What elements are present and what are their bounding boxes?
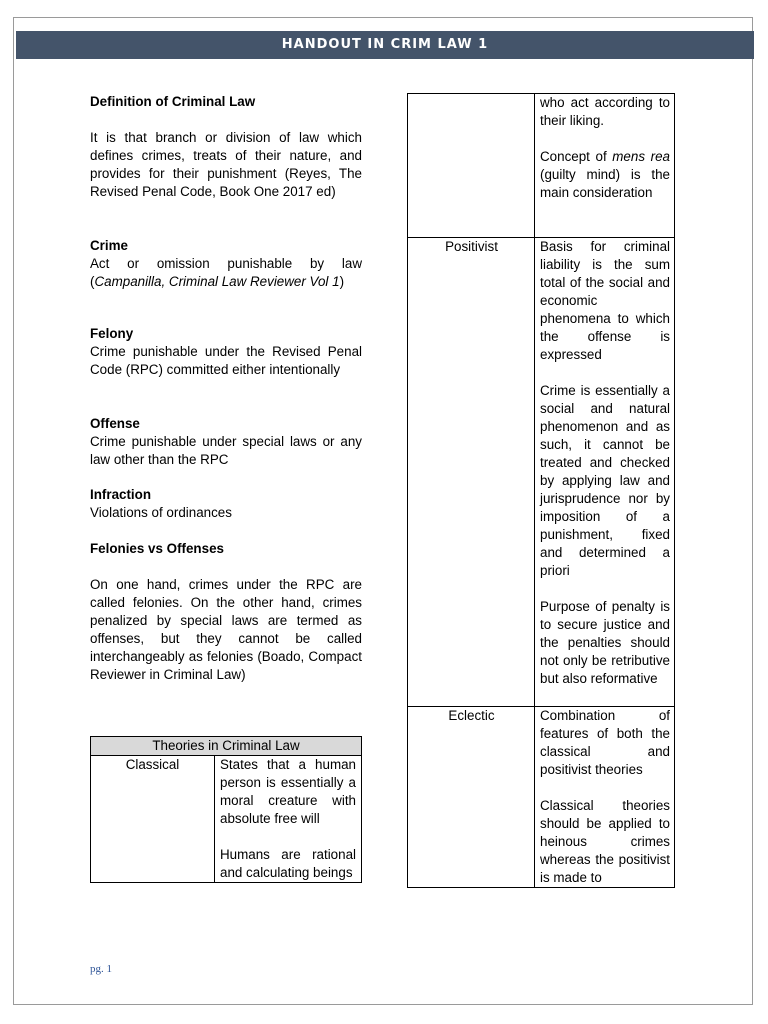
felony-heading: Felony [90,326,134,341]
theory-description-positivist: Basis for criminal liability is the sum total of the social and economic phenomena to which the offense is expressed Crime is essentially a social and natural phenomenon and as such, it cannot be treated and checked by applying law and jurisprudence nor by imposition of a punishment, fixed and determined a priori Purpose of penalty is to secure justice and the penalties should not only be retributive but also reformative [535,238,675,707]
theory-name-classical: Classical [91,756,215,883]
table-row [91,756,362,883]
theory-name-eclectic: Eclectic [408,707,535,888]
table-row [408,707,675,888]
theories-table [90,736,362,883]
crime-text: Act or omission punishable by law (Campanilla, Criminal Law Reviewer Vol 1) [90,256,362,289]
table-row [408,94,675,238]
theories-continued-table [407,93,675,888]
theory-name-empty [408,94,535,238]
page-number: pg. 1 [90,963,112,975]
offense-heading: Offense [90,416,140,431]
offense-text: Crime punishable under special laws or any law other than the RPC [90,434,362,467]
document-header: HANDOUT IN CRIM LAW 1 [16,31,754,59]
table-row [408,238,675,707]
felony-text: Crime punishable under the Revised Penal Code (RPC) committed either intentionally [90,344,362,377]
definition-section [90,93,362,201]
definition-text: It is that branch or division of law which defines crimes, treats of their nature, and provides for their punishment (Reyes, The Revised Penal Code, Book One 2017 ed) [90,130,362,199]
theory-description-eclectic: Combination of features of both the classical and positivist theories Classical theories should be applied to heinous crimes whereas the positivist is made to [535,707,675,888]
infraction-heading: Infraction [90,487,152,502]
definition-heading: Definition of Criminal Law [90,94,256,109]
offense-section [90,415,362,469]
crime-heading: Crime [90,238,128,253]
felonies-vs-offenses-section [90,540,362,684]
infraction-section [90,486,362,522]
theory-description-classical-cont: who act according to their liking. Concept of mens rea (guilty mind) is the main consideration [535,94,675,238]
felonies-vs-offenses-text: On one hand, crimes under the RPC are called felonies. On the other hand, crimes penalized by special laws are termed as offenses, but they cannot be called interchangeably as felonies (Boado, Compact Reviewer in Criminal Law) [90,577,362,682]
theory-name-positivist: Positivist [408,238,535,707]
crime-section [90,237,362,291]
infraction-text: Violations of ordinances [90,505,232,520]
felony-section [90,325,362,379]
theory-description-classical: States that a human person is essentially a moral creature with absolute free will Humans are rational and calculating beings [215,756,362,883]
felonies-vs-offenses-heading: Felonies vs Offenses [90,541,224,556]
theories-table-header: Theories in Criminal Law [91,737,362,756]
